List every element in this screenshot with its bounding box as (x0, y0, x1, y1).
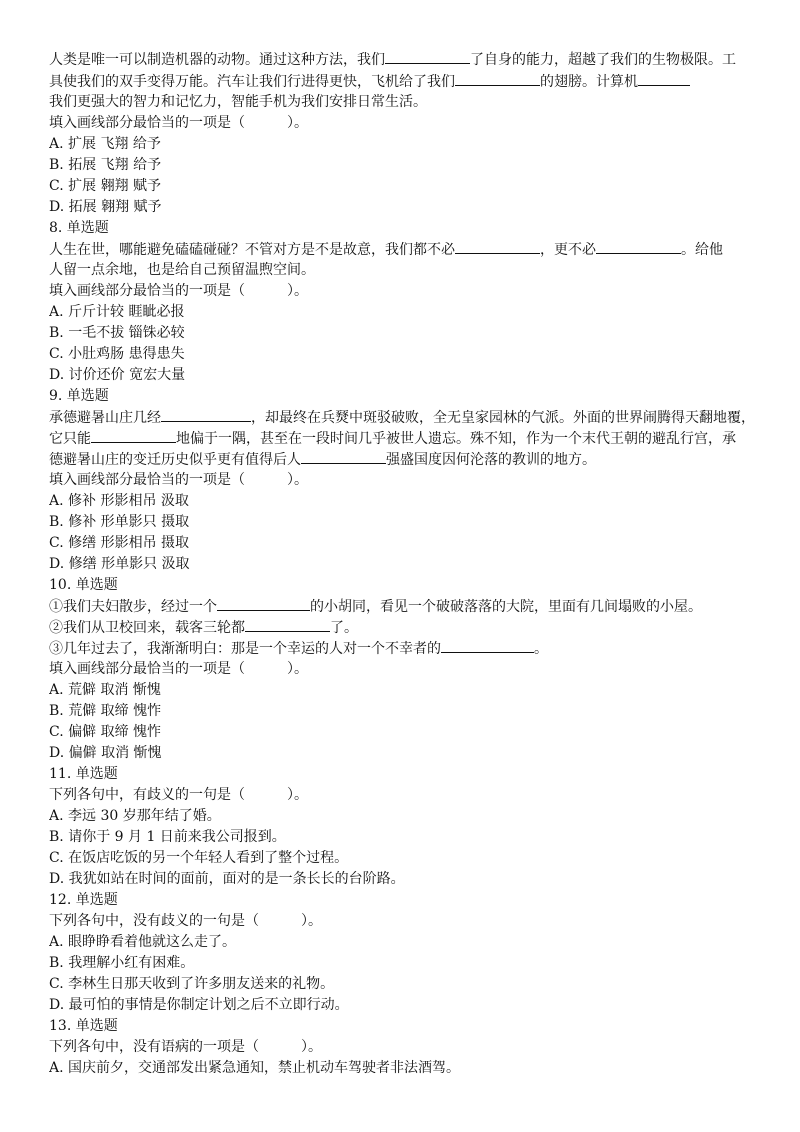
q10-sentence-1 (49, 596, 761, 617)
question-prompt: 下列各句中，没有歧义的一句是（ ）。 (49, 913, 322, 929)
text: 的翅膀。计算机 (540, 74, 638, 90)
q9-stem-line (49, 428, 761, 449)
question-header: 12. 单选题 (49, 892, 118, 908)
option-b[interactable]: B. 修补 形单影只 摄取 (49, 514, 190, 530)
option-d[interactable]: D. 最可怕的事情是你制定计划之后不立即行动。 (49, 997, 349, 1013)
answer-blank (455, 239, 540, 254)
answer-blank (245, 617, 330, 632)
q10-sentence-3 (49, 638, 761, 659)
text: ①我们夫妇散步，经过一个 (49, 599, 217, 615)
text: 德避暑山庄的变迁历史似乎更有值得后人 (49, 452, 301, 468)
option-a[interactable]: A. 国庆前夕，交通部发出紧急通知，禁止机动车驾驶者非法酒驾。 (49, 1060, 461, 1076)
option-c[interactable]: C. 偏僻 取缔 愧怍 (49, 724, 162, 740)
text: ，却最终在兵燹中斑驳破败，全无皇家园林的气派。外面的世界闹腾得天翻地覆， (251, 410, 755, 426)
answer-blank (385, 49, 470, 64)
text: 人生在世，哪能避免磕磕碰碰？不管对方是不是故意，我们都不必 (49, 242, 455, 258)
text: ，更不必 (540, 242, 596, 258)
answer-blank (217, 596, 310, 611)
q10-sentence-2 (49, 617, 761, 638)
q7-stem-line (49, 71, 761, 92)
question-prompt: 下列各句中，没有语病的一项是（ ）。 (49, 1039, 322, 1055)
option-b[interactable]: B. 拓展 飞翔 给予 (49, 157, 162, 173)
question-header: 8. 单选题 (49, 220, 109, 236)
answer-blank (161, 407, 251, 422)
q8-stem-line: 人留一点余地，也是给自己预留温煦空间。 (49, 262, 315, 278)
question-prompt: 填入画线部分最恰当的一项是（ ）。 (49, 115, 308, 131)
question-prompt: 填入画线部分最恰当的一项是（ ）。 (49, 661, 308, 677)
text: 。 (534, 641, 548, 657)
option-c[interactable]: C. 在饭店吃饭的另一个年轻人看到了整个过程。 (49, 850, 349, 866)
answer-blank (441, 638, 534, 653)
question-prompt: 下列各句中，有歧义的一句是（ ）。 (49, 787, 308, 803)
option-d[interactable]: D. 讨价还价 宽宏大量 (49, 367, 186, 383)
answer-blank (638, 71, 690, 86)
q9-stem-line (49, 407, 761, 428)
question-header: 9. 单选题 (49, 388, 109, 404)
answer-blank (301, 449, 386, 464)
option-b[interactable]: B. 请你于 9 月 1 日前来我公司报到。 (49, 829, 286, 845)
option-b[interactable]: B. 我理解小红有困难。 (49, 955, 195, 971)
option-d[interactable]: D. 我犹如站在时间的面前，面对的是一条长长的台阶路。 (49, 871, 405, 887)
option-c[interactable]: C. 扩展 翱翔 赋予 (49, 178, 162, 194)
q8-stem-line (49, 239, 761, 260)
answer-blank (596, 239, 681, 254)
question-header: 10. 单选题 (49, 577, 118, 593)
text: 了自身的能力，超越了我们的生物极限。工 (470, 52, 736, 68)
text: 强盛国度因何沦落的教训的地方。 (386, 452, 596, 468)
text: 人类是唯一可以制造机器的动物。通过这种方法，我们 (49, 52, 385, 68)
text: ②我们从卫校回来，载客三轮都 (49, 620, 245, 636)
question-prompt: 填入画线部分最恰当的一项是（ ）。 (49, 472, 308, 488)
option-a[interactable]: A. 荒僻 取消 惭愧 (49, 682, 161, 698)
option-a[interactable]: A. 扩展 飞翔 给予 (49, 136, 161, 152)
text: 具使我们的双手变得万能。汽车让我们行进得更快，飞机给了我们 (49, 74, 455, 90)
text: 了。 (330, 620, 358, 636)
text: 它只能 (49, 431, 91, 447)
option-a[interactable]: A. 眼睁睁看着他就这么走了。 (49, 934, 237, 950)
answer-blank (455, 71, 540, 86)
text: ③几年过去了，我渐渐明白：那是一个幸运的人对一个不幸者的 (49, 641, 441, 657)
text: 的小胡同，看见一个破破落落的大院，里面有几间塌败的小屋。 (310, 599, 702, 615)
option-a[interactable]: A. 修补 形影相吊 汲取 (49, 493, 189, 509)
option-a[interactable]: A. 斤斤计较 睚眦必报 (49, 304, 185, 320)
answer-blank (91, 428, 176, 443)
option-d[interactable]: D. 拓展 翱翔 赋予 (49, 199, 162, 215)
q7-stem-line: 我们更强大的智力和记忆力，智能手机为我们安排日常生活。 (49, 94, 427, 110)
option-c[interactable]: C. 小肚鸡肠 患得患失 (49, 346, 185, 362)
option-b[interactable]: B. 荒僻 取缔 愧怍 (49, 703, 162, 719)
question-header: 13. 单选题 (49, 1018, 118, 1034)
question-header: 11. 单选题 (49, 766, 118, 782)
text: 地偏于一隅，甚至在一段时间几乎被世人遗忘。殊不知，作为一个末代王朝的避乱行宫，承 (176, 431, 736, 447)
text: 。给他 (681, 242, 723, 258)
option-d[interactable]: D. 偏僻 取消 惭愧 (49, 745, 162, 761)
option-c[interactable]: C. 李林生日那天收到了许多朋友送来的礼物。 (49, 976, 335, 992)
option-d[interactable]: D. 修缮 形单影只 汲取 (49, 556, 190, 572)
question-prompt: 填入画线部分最恰当的一项是（ ）。 (49, 283, 308, 299)
q9-stem-line (49, 449, 761, 470)
option-b[interactable]: B. 一毛不拔 锱铢必较 (49, 325, 185, 341)
q7-stem-line (49, 49, 761, 70)
option-c[interactable]: C. 修缮 形影相吊 摄取 (49, 535, 190, 551)
option-a[interactable]: A. 李远 30 岁那年结了婚。 (49, 808, 221, 824)
text: 承德避暑山庄几经 (49, 410, 161, 426)
